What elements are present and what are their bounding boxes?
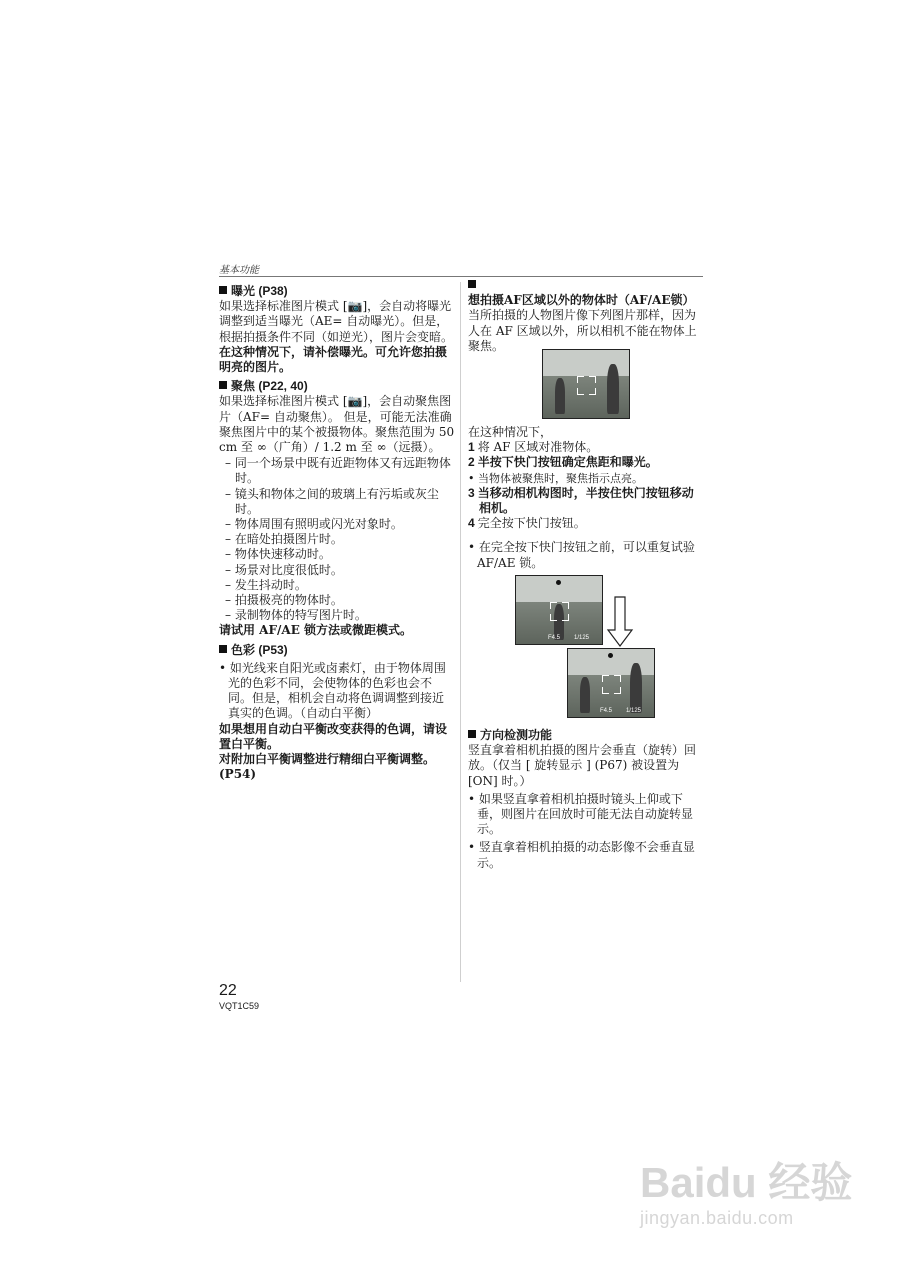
right-column: [468, 276, 704, 354]
aperture-readout: F4.5: [548, 635, 561, 641]
af-heading: 想拍摄AF区域以外的物体时（AF/AE锁）: [468, 278, 704, 308]
shutter-readout: 1/125: [574, 635, 590, 641]
focus-tip: 请试用 AF/AE 锁方法或微距模式。: [219, 623, 413, 638]
shutter-readout: 1/125: [626, 708, 642, 714]
list-item: – 物体快速移动时。: [219, 547, 455, 562]
camera-lcd-image-focus: [515, 575, 603, 645]
square-bullet-icon: [219, 381, 227, 389]
af-area-bracket: [614, 675, 621, 682]
left-column: [219, 282, 455, 783]
lcd-person: [607, 364, 619, 414]
list-item: – 拍摄极亮的物体时。: [219, 593, 455, 608]
focus-conditions-list: [219, 456, 455, 623]
af-steps-block: [468, 425, 704, 571]
af-area-bracket: [550, 602, 557, 609]
af-area-bracket: [562, 602, 569, 609]
watermark-url: jingyan.baidu.com: [640, 1208, 794, 1228]
lcd-person: [580, 677, 590, 713]
square-bullet-icon: [468, 280, 476, 288]
watermark-logo: Baidu 经验: [640, 1159, 853, 1206]
list-item: – 发生抖动时。: [219, 578, 455, 593]
af-area-bracket: [602, 675, 609, 682]
af-steps: [468, 440, 704, 531]
direction-bullet: • 竖直拿着相机拍摄的动态影像不会垂直显示。: [468, 840, 704, 870]
focus-heading: 聚焦 (P22, 40): [219, 379, 455, 394]
lcd-person: [555, 378, 565, 414]
exposure-tip: 在这种情况下，请补偿曝光。可允许您拍摄明亮的图片。: [219, 344, 448, 375]
af-body: 当所拍摄的人物图片像下列图片那样，因为人在 AF 区域以外，所以相机不能在物体上聚焦。: [468, 308, 697, 353]
list-item: – 场景对比度很低时。: [219, 563, 455, 578]
section-tag: 基本功能: [219, 265, 259, 276]
color-tip-1: 如果想用自动白平衡改变获得的色调，请设置白平衡。: [219, 721, 448, 751]
step-item: 4 完全按下快门按钮。: [468, 516, 586, 531]
af-area-bracket: [589, 388, 596, 395]
direction-block: [468, 726, 704, 871]
af-area-bracket: [577, 376, 584, 383]
af-area-bracket: [550, 614, 557, 621]
column-divider: [460, 282, 461, 982]
page-number: 22: [219, 982, 237, 999]
af-repeat-bullet: • 在完全按下快门按钮之前，可以重复试验 AF/AE 锁。: [468, 540, 704, 570]
model-code: VQT1C59: [219, 1001, 260, 1011]
direction-body: 竖直拿着相机拍摄的图片会垂直（旋转）回放。（仅当 [ 旋转显示 ] (P67) 被设置为 [ON] 时。）: [468, 743, 697, 788]
direction-bullet: • 如果竖直拿着相机拍摄时镜头上仰或下垂，则图片在回放时可能无法自动旋转显示。: [468, 792, 704, 838]
watermark: [640, 1150, 870, 1250]
af-area-bracket: [589, 376, 596, 383]
list-item: – 同一个场景中既有近距物体又有远距物体时。: [219, 456, 455, 486]
in-case-text: 在这种情况下，: [468, 425, 553, 439]
af-area-bracket: [602, 687, 609, 694]
square-bullet-icon: [468, 730, 476, 738]
color-bullet: • 如光线来自阳光或卤素灯，由于物体周围光的色彩不同，会使物体的色彩也会不同。但是，相机会自动将色调调整到接近真实的色调。（自动白平衡）: [219, 661, 455, 722]
down-arrow-icon: [606, 596, 634, 648]
step-sub-item: • 当物体被聚焦时，聚焦指示点亮。: [468, 471, 704, 486]
color-heading: 色彩 (P53): [219, 643, 455, 658]
exposure-heading: 曝光 (P38): [219, 284, 455, 299]
list-item: – 物体周围有照明或闪光对象时。: [219, 517, 455, 532]
af-area-bracket: [577, 388, 584, 395]
focus-indicator-icon: [608, 653, 613, 658]
af-area-bracket: [562, 614, 569, 621]
camera-lcd-image-recomposed: [567, 648, 655, 718]
list-item: – 镜头和物体之间的玻璃上有污垢或灰尘时。: [219, 487, 455, 517]
square-bullet-icon: [219, 645, 227, 653]
aperture-readout: F4.5: [600, 708, 613, 714]
focus-indicator-icon: [556, 580, 561, 585]
step-item: 1 将 AF 区域对准物体。: [468, 440, 599, 455]
direction-heading: 方向检测功能: [468, 728, 704, 743]
step-item: 2 半按下快门按钮确定焦距和曝光。: [468, 455, 658, 470]
square-bullet-icon: [219, 286, 227, 294]
camera-lcd-image-unfocused: [542, 349, 630, 419]
exposure-body: 如果选择标准图片模式 [📷]，会自动将曝光调整到适当曝光（AE= 自动曝光）。但是，根据拍摄条件不同（如逆光），图片会变暗。: [219, 299, 454, 344]
af-area-bracket: [614, 687, 621, 694]
color-tip-2: 对附加白平衡调整进行精细白平衡调整。(P54): [219, 752, 436, 782]
list-item: – 在暗处拍摄图片时。: [219, 532, 455, 547]
step-item: 3 当移动相机构图时，半按住快门按钮移动相机。: [468, 485, 694, 516]
list-item: – 录制物体的特写图片时。: [219, 608, 455, 623]
focus-body: 如果选择标准图片模式 [📷]，会自动聚焦图片（AF= 自动聚焦）。 但是，可能无法准确聚焦图片中的某个被摄物体。聚焦范围为 50 cm 至 ∞（广角）/ 1.2 m 至 ∞（远摄）。: [219, 394, 455, 455]
lcd-person: [630, 663, 642, 713]
